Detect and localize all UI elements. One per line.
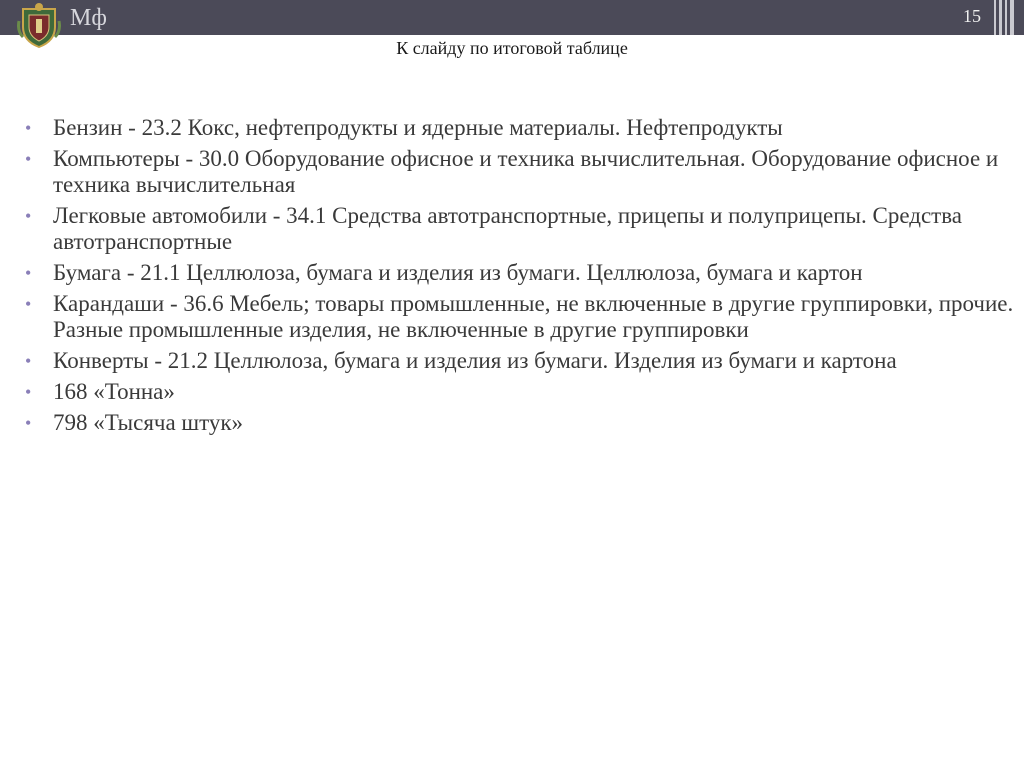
list-item xyxy=(24,115,1014,141)
list-item-text: 798 «Тысяча штук» xyxy=(53,410,244,435)
list-item-text: Бумага - 21.1 Целлюлоза, бумага и изделия из бумаги. Целлюлоза, бумага и картон xyxy=(53,260,863,285)
bullet-icon: • xyxy=(25,263,32,283)
list-item-text: Компьютеры - 30.0 Оборудование офисное и техника вычислительная. Оборудование офисное и техника вычислительная xyxy=(53,146,999,197)
header-stripes xyxy=(994,0,1024,35)
slide-number: 15 xyxy=(963,6,981,26)
list-item-text: Карандаши - 36.6 Мебель; товары промышленные, не включенные в другие группировки, прочие. Разные промышленные изделия, не включенные в другие группировки xyxy=(53,291,1014,342)
bullet-icon: • xyxy=(25,118,32,138)
list-item xyxy=(24,379,1014,405)
slide-header-bar xyxy=(0,0,1024,35)
bullet-icon: • xyxy=(25,294,32,314)
list-item xyxy=(24,203,1014,255)
bullet-icon: • xyxy=(25,382,32,402)
list-item xyxy=(24,410,1014,436)
list-item-text: Легковые автомобили - 34.1 Средства автотранспортные, прицепы и полуприцепы. Средства автотранспортные xyxy=(53,203,962,254)
bullet-icon: • xyxy=(25,351,32,371)
list-item xyxy=(24,348,1014,374)
list-item xyxy=(24,146,1014,198)
list-item xyxy=(24,291,1014,343)
list-item xyxy=(24,260,1014,286)
slide-title: К слайду по итоговой таблице xyxy=(396,38,628,58)
list-item-text: Бензин - 23.2 Кокс, нефтепродукты и ядерные материалы. Нефтепродукты xyxy=(53,115,783,140)
bullet-icon: • xyxy=(25,206,32,226)
list-item-text: Конверты - 21.2 Целлюлоза, бумага и изделия из бумаги. Изделия из бумаги и картона xyxy=(53,348,897,373)
list-item-text: 168 «Тонна» xyxy=(53,379,175,404)
logo-text: Мф xyxy=(70,5,107,31)
bullet-icon: • xyxy=(25,413,32,433)
bullet-list xyxy=(24,115,1014,441)
bullet-icon: • xyxy=(25,149,32,169)
